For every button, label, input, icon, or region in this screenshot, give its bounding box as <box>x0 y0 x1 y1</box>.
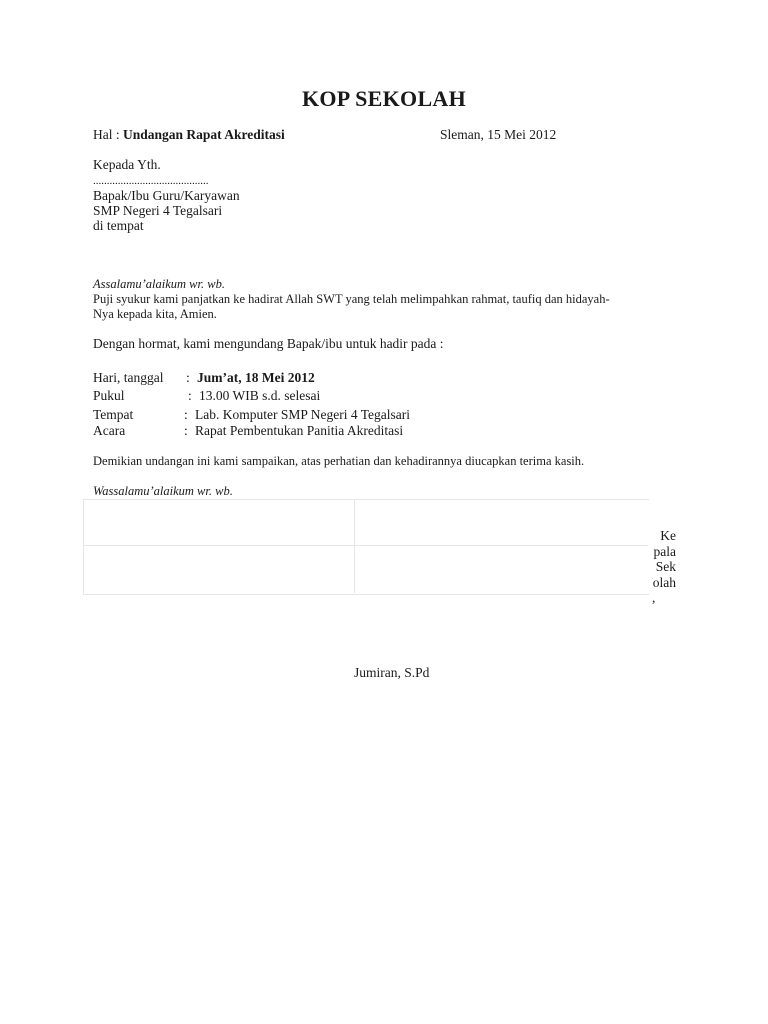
detail-time-value: 13.00 WIB s.d. selesai <box>199 388 321 403</box>
detail-place-colon: : <box>184 407 188 422</box>
recipient-line-4: SMP Negeri 4 Tegalsari <box>93 203 223 218</box>
opening-line-2: Nya kepada kita, Amien. <box>93 307 217 321</box>
recipient-line-3: Bapak/Ibu Guru/Karyawan <box>93 188 240 203</box>
signatory-title <box>650 528 676 606</box>
signatory-title-part: Ke <box>660 528 676 543</box>
detail-time-colon: : <box>188 388 192 403</box>
subject-line <box>93 127 285 143</box>
detail-agenda-label: Acara <box>93 423 126 438</box>
invitation-text: Dengan hormat, kami mengundang Bapak/ibu untuk hadir pada : <box>93 336 444 351</box>
opening-line-1: Puji syukur kami panjatkan ke hadirat Allah SWT yang telah melimpahkan rahmat, taufiq dan hidayah- <box>93 292 610 306</box>
signatory-title-part: olah <box>652 574 676 590</box>
closing-text: Demikian undangan ini kami sampaikan, atas perhatian dan kehadirannya diucapkan terima kasih. <box>93 454 585 468</box>
detail-day-value: Jum’at, 18 Mei 2012 <box>197 370 315 385</box>
detail-agenda-value: Rapat Pembentukan Panitia Akreditasi <box>195 423 404 438</box>
subject-label: Hal : <box>93 127 120 142</box>
farewell: Wassalamu’alaikum wr. wb. <box>93 484 233 498</box>
detail-day-colon: : <box>186 370 190 385</box>
signatory-name: Jumiran, S.Pd <box>354 665 430 680</box>
letterhead-title: KOP SEKOLAH <box>301 86 467 111</box>
detail-day-label: Hari, tanggal <box>93 370 164 385</box>
place-date: Sleman, 15 Mei 2012 <box>440 127 557 142</box>
detail-time-label: Pukul <box>93 388 125 403</box>
signature-table-row-divider <box>83 545 648 546</box>
subject-value: Undangan Rapat Akreditasi <box>123 127 285 142</box>
signatory-title-part: , <box>652 590 656 605</box>
recipient-line-5: di tempat <box>93 218 144 233</box>
signatory-title-part: pala <box>653 543 676 559</box>
signature-table-column-divider <box>354 499 355 593</box>
detail-place-value: Lab. Komputer SMP Negeri 4 Tegalsari <box>195 407 411 422</box>
signatory-title-part: Sek <box>655 559 676 574</box>
greeting: Assalamu’alaikum wr. wb. <box>93 277 225 291</box>
detail-place-label: Tempat <box>93 407 134 422</box>
recipient-line-2: .......................................... <box>93 175 209 187</box>
recipient-line-1: Kepada Yth. <box>93 157 161 172</box>
detail-agenda-colon: : <box>184 423 188 438</box>
signature-table <box>83 499 649 595</box>
